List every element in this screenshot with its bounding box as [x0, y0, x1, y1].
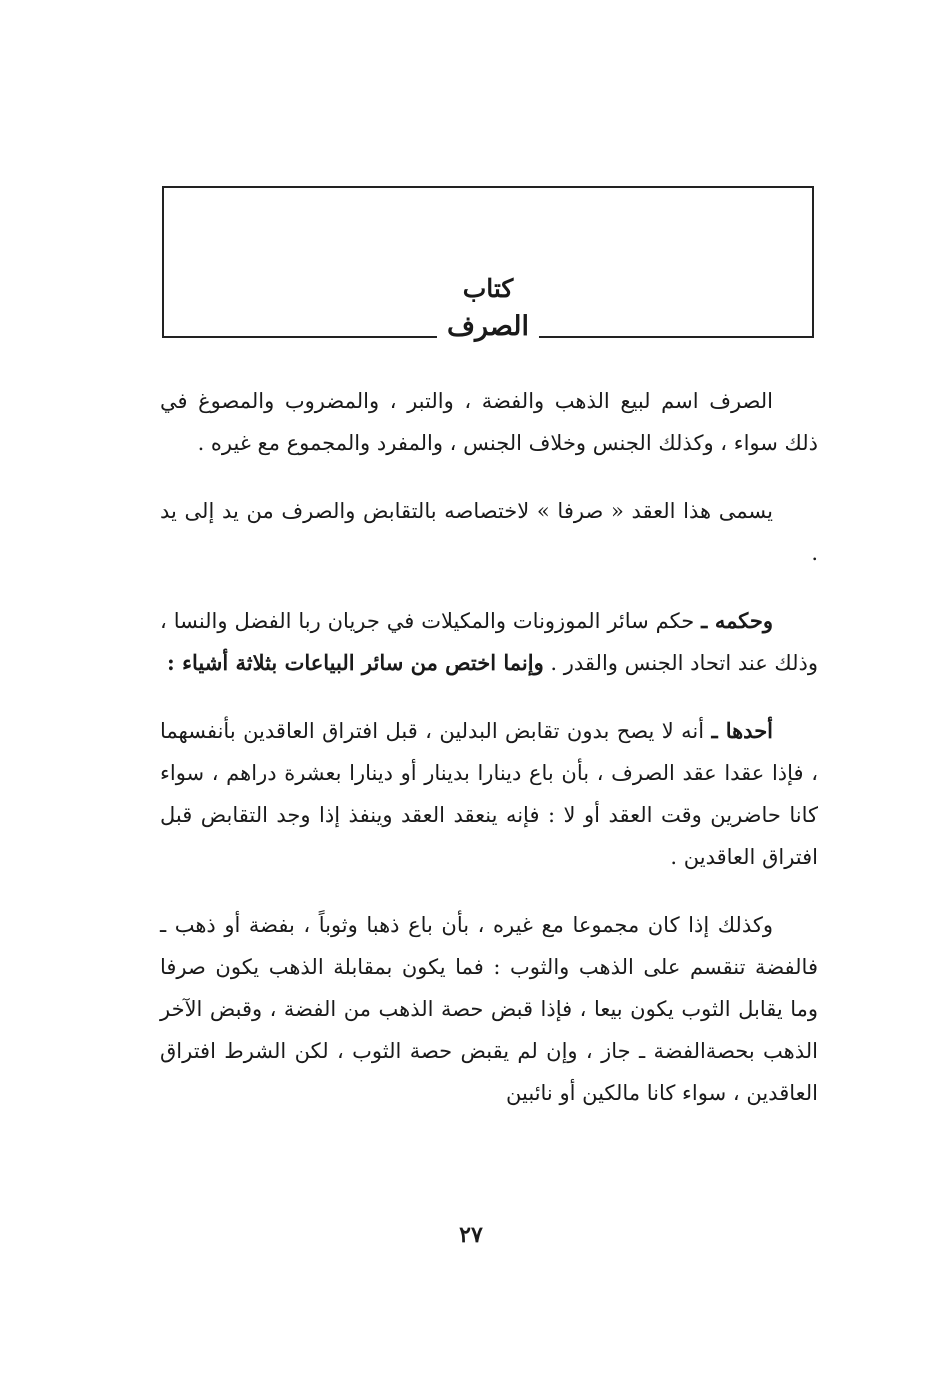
- paragraph-ruling-text: حكم سائر الموزونات والمكيلات في جريان ربا الفضل والنسا ، وذلك عند اتحاد الجنس والقدر .: [160, 609, 818, 675]
- chapter-subtitle: الصرف: [437, 312, 539, 342]
- body-text: [160, 380, 818, 1140]
- paragraph-ruling-bold-tail: وإنما اختص من سائر البياعات بثلاثة أشياء :: [167, 650, 544, 675]
- paragraph-ruling: [160, 600, 818, 684]
- paragraph-combined-sale: وكذلك إذا كان مجموعا مع غيره ، بأن باع ذهبا وثوباً ، بفضة أو ذهب ـ فالفضة تنقسم على الذهب والثوب : فما يكون بمقابلة الذهب يكون صرفا وما يقابل الثوب يكون بيعا ، فإذا قبض حصة الذهب من الفضة ، وقبض الآخر الذهب بحصةالفضة ـ جاز ، وإن لم يقبض حصة الثوب ، لكن الشرط افتراق العاقدين ، سواء كانا مالكين أو نائبين: [160, 913, 818, 1105]
- page-number: ٢٧: [459, 1222, 483, 1248]
- chapter-header-box: [162, 186, 814, 342]
- paragraph-first-condition-text: أنه لا يصح بدون تقابض البدلين ، قبل افتراق العاقدين بأنفسهما ، فإذا عقدا عقد الصرف ، بأن باع دينارا بدينار أو دينارا بعشرة دراهم ، سواء كانا حاضرين وقت العقد أو لا : فإنه ينعقد العقد وينفذ إذا وجد التقابض قبل افتراق العاقدين .: [160, 719, 818, 869]
- paragraph-ruling-lead: وحكمه ـ: [701, 608, 773, 633]
- paragraph-naming: يسمى هذا العقد « صرفا » لاختصاصه بالتقابض والصرف من يد إلى يد .: [160, 499, 818, 565]
- paragraph-definition: الصرف اسم لبيع الذهب والفضة ، والتبر ، والمضروب والمصوغ في ذلك سواء ، وكذلك الجنس وخلاف الجنس ، والمفرد والمجموع مع غيره .: [160, 389, 818, 455]
- paragraph-first-condition: [160, 710, 818, 878]
- chapter-title: كتاب: [462, 274, 514, 303]
- paragraph-first-condition-lead: أحدها ـ: [711, 718, 774, 743]
